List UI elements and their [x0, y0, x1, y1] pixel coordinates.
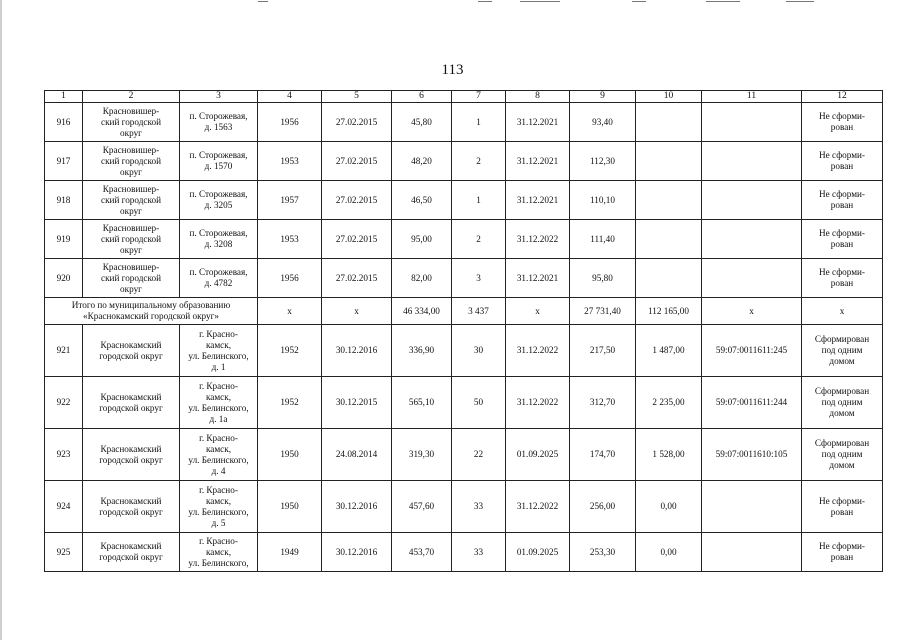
total-c6: 46 334,00	[392, 298, 452, 325]
municipality-cell	[83, 181, 180, 220]
address-cell-line: д. 3205	[204, 200, 233, 210]
total-c10: 112 165,00	[636, 298, 702, 325]
residents-cell: 50	[452, 377, 506, 429]
land-status-cell	[802, 142, 883, 181]
cadastral-number-cell	[702, 259, 802, 298]
land-status-cell	[802, 481, 883, 533]
address-cell-line: ул. Белинского,	[188, 454, 249, 465]
area2-cell: 217,50	[570, 325, 636, 377]
table-row	[45, 429, 883, 481]
municipality-cell	[83, 103, 180, 142]
address-cell	[180, 377, 258, 429]
land-area-cell: 0,00	[636, 533, 702, 572]
cadastral-number-cell	[702, 142, 802, 181]
address-cell	[180, 181, 258, 220]
date-cell: 30.12.2015	[322, 377, 392, 429]
year-cell: 1952	[258, 377, 322, 429]
residents-cell: 2	[452, 142, 506, 181]
deadline-cell: 01.09.2025	[506, 429, 570, 481]
column-header-8: 8	[506, 91, 570, 103]
column-header-5: 5	[322, 91, 392, 103]
municipality-cell	[83, 325, 180, 377]
cadastral-number-cell: 59:07:0011610:105	[702, 429, 802, 481]
land-status-cell-line: под одним	[821, 449, 863, 459]
table-row	[45, 142, 883, 181]
housing-registry-table	[44, 90, 883, 572]
land-status-cell	[802, 181, 883, 220]
municipality-cell-line: Красновишер-	[102, 105, 160, 116]
area2-cell: 110,10	[570, 181, 636, 220]
municipality-cell-line: ский городской	[101, 155, 161, 166]
municipality-cell-line: округ	[120, 283, 142, 294]
cadastral-number-cell: 59:07:0011611:245	[702, 325, 802, 377]
deadline-cell: 31.12.2022	[506, 377, 570, 429]
municipality-cell-line: Красновишер-	[102, 183, 160, 194]
land-status-cell	[802, 259, 883, 298]
land-status-cell-line: Сформирован	[814, 334, 870, 344]
address-cell	[180, 103, 258, 142]
column-header-6: 6	[392, 91, 452, 103]
column-header-3: 3	[180, 91, 258, 103]
area-cell: 82,00	[392, 259, 452, 298]
total-c9: 27 731,40	[570, 298, 636, 325]
address-cell-line: п. Сторожевая,	[189, 150, 248, 160]
municipality-cell-line: городской округ	[99, 350, 163, 361]
address-cell-line: д. 1а	[209, 413, 228, 424]
table-row	[45, 103, 883, 142]
residents-cell: 3	[452, 259, 506, 298]
cadastral-number-cell	[702, 103, 802, 142]
address-cell-line: г. Красно-	[199, 380, 238, 391]
municipality-cell	[83, 533, 180, 572]
residents-cell: 33	[452, 533, 506, 572]
deadline-cell: 31.12.2022	[506, 481, 570, 533]
address-cell-line: камск,	[205, 546, 232, 557]
date-cell: 27.02.2015	[322, 142, 392, 181]
land-area-cell	[636, 259, 702, 298]
year-cell: 1949	[258, 533, 322, 572]
deadline-cell: 31.12.2021	[506, 103, 570, 142]
total-c4: х	[258, 298, 322, 325]
area2-cell: 174,70	[570, 429, 636, 481]
total-row	[45, 298, 883, 325]
date-cell: 27.02.2015	[322, 220, 392, 259]
table-row	[45, 481, 883, 533]
area2-cell: 111,40	[570, 220, 636, 259]
municipality-cell	[83, 429, 180, 481]
total-c8: х	[506, 298, 570, 325]
date-cell: 27.02.2015	[322, 259, 392, 298]
row-number: 918	[45, 181, 83, 220]
municipality-cell-line: округ	[120, 127, 142, 138]
area-cell: 95,00	[392, 220, 452, 259]
year-cell: 1952	[258, 325, 322, 377]
land-status-cell-line: домом	[829, 356, 855, 366]
land-status-cell	[802, 220, 883, 259]
area2-cell: 95,80	[570, 259, 636, 298]
residents-cell: 1	[452, 103, 506, 142]
row-number: 916	[45, 103, 83, 142]
address-cell	[180, 220, 258, 259]
municipality-cell-line: ский городской	[101, 272, 161, 283]
land-status-cell	[802, 429, 883, 481]
table-row	[45, 181, 883, 220]
deadline-cell: 31.12.2021	[506, 142, 570, 181]
land-status-cell	[802, 533, 883, 572]
total-label-line: Итого по муниципальному образованию	[71, 300, 231, 310]
year-cell: 1956	[258, 259, 322, 298]
land-status-cell-line: рован	[830, 506, 854, 517]
municipality-cell-line: Красновишер-	[102, 144, 160, 155]
municipality-cell-line: городской округ	[99, 402, 163, 413]
address-cell-line: д. 3208	[204, 239, 233, 249]
land-status-cell-line: Не сформи-	[819, 111, 865, 121]
deadline-cell: 31.12.2021	[506, 181, 570, 220]
address-cell	[180, 481, 258, 533]
address-cell	[180, 533, 258, 572]
total-c11: х	[702, 298, 802, 325]
table-row	[45, 259, 883, 298]
municipality-cell-line: городской округ	[99, 552, 163, 562]
area-cell: 457,60	[392, 481, 452, 533]
address-cell-line: ул. Белинского,	[188, 402, 249, 413]
address-cell-line: д. 1	[211, 361, 226, 372]
land-area-cell	[636, 142, 702, 181]
date-cell: 30.12.2016	[322, 533, 392, 572]
table-body	[45, 91, 883, 572]
address-cell-line: ул. Белинского,	[188, 350, 249, 361]
land-status-cell-line: рован	[830, 200, 854, 210]
residents-cell: 2	[452, 220, 506, 259]
address-cell-line: п. Сторожевая,	[189, 189, 248, 199]
column-header-7: 7	[452, 91, 506, 103]
land-status-cell-line: Не сформи-	[819, 189, 865, 199]
area2-cell: 253,30	[570, 533, 636, 572]
year-cell: 1950	[258, 481, 322, 533]
municipality-cell	[83, 220, 180, 259]
deadline-cell: 01.09.2025	[506, 533, 570, 572]
total-c5: х	[322, 298, 392, 325]
address-cell	[180, 142, 258, 181]
land-status-cell-line: Сформирован	[814, 386, 870, 396]
cadastral-number-cell: 59:07:0011611:244	[702, 377, 802, 429]
table-row	[45, 220, 883, 259]
address-cell-line: д. 1570	[204, 161, 233, 171]
land-area-cell	[636, 103, 702, 142]
residents-cell: 30	[452, 325, 506, 377]
area-cell: 46,50	[392, 181, 452, 220]
municipality-cell-line: Красновишер-	[102, 261, 160, 272]
municipality-cell-line: Краснокамский	[100, 541, 162, 551]
cadastral-number-cell	[702, 481, 802, 533]
municipality-cell-line: ский городской	[101, 194, 161, 205]
municipality-cell	[83, 377, 180, 429]
table-row	[45, 377, 883, 429]
column-header-9: 9	[570, 91, 636, 103]
date-cell: 24.08.2014	[322, 429, 392, 481]
land-status-cell-line: Сформирован	[814, 438, 870, 448]
residents-cell: 1	[452, 181, 506, 220]
column-header-2: 2	[83, 91, 180, 103]
municipality-cell-line: городской округ	[99, 506, 163, 517]
land-status-cell-line: домом	[829, 408, 855, 418]
column-header-11: 11	[702, 91, 802, 103]
row-number: 921	[45, 325, 83, 377]
row-number: 925	[45, 533, 83, 572]
municipality-cell-line: ский городской	[101, 116, 161, 127]
year-cell: 1950	[258, 429, 322, 481]
area2-cell: 312,70	[570, 377, 636, 429]
cadastral-number-cell	[702, 181, 802, 220]
address-cell-line: д. 4782	[204, 278, 233, 288]
municipality-cell-line: городской округ	[99, 454, 163, 465]
total-c7: 3 437	[452, 298, 506, 325]
municipality-cell	[83, 259, 180, 298]
row-number: 923	[45, 429, 83, 481]
land-area-cell: 1 487,00	[636, 325, 702, 377]
row-number: 924	[45, 481, 83, 533]
address-cell-line: камск,	[205, 495, 232, 506]
scan-top-marks	[0, 0, 905, 6]
row-number: 919	[45, 220, 83, 259]
land-status-cell-line: домом	[829, 460, 855, 470]
land-status-cell-line: рован	[830, 239, 854, 249]
land-area-cell: 2 235,00	[636, 377, 702, 429]
municipality-cell-line: Краснокамский	[100, 495, 162, 506]
land-status-cell-line: рован	[830, 161, 854, 171]
address-cell	[180, 325, 258, 377]
municipality-cell	[83, 481, 180, 533]
land-area-cell	[636, 181, 702, 220]
table-row	[45, 325, 883, 377]
year-cell: 1953	[258, 142, 322, 181]
land-area-cell: 1 528,00	[636, 429, 702, 481]
area-cell: 453,70	[392, 533, 452, 572]
date-cell: 30.12.2016	[322, 481, 392, 533]
land-status-cell-line: Не сформи-	[819, 228, 865, 238]
total-c12: х	[802, 298, 883, 325]
total-label-line: «Краснокамский городской округ»	[83, 311, 219, 321]
land-status-cell-line: под одним	[821, 397, 863, 407]
address-cell-line: п. Сторожевая,	[189, 228, 248, 238]
address-cell-line: п. Сторожевая,	[189, 111, 248, 121]
date-cell: 27.02.2015	[322, 181, 392, 220]
cadastral-number-cell	[702, 220, 802, 259]
residents-cell: 22	[452, 429, 506, 481]
total-label	[45, 298, 258, 325]
column-header-12: 12	[802, 91, 883, 103]
address-cell-line: п. Сторожевая,	[189, 267, 248, 277]
area2-cell: 112,30	[570, 142, 636, 181]
land-status-cell	[802, 377, 883, 429]
area-cell: 336,90	[392, 325, 452, 377]
municipality-cell-line: Краснокамский	[100, 391, 162, 402]
municipality-cell-line: Краснокамский	[100, 339, 162, 350]
land-status-cell-line: под одним	[821, 345, 863, 355]
address-cell-line: д. 1563	[204, 122, 233, 132]
address-cell-line: камск,	[205, 339, 232, 350]
land-status-cell	[802, 325, 883, 377]
address-cell-line: г. Красно-	[199, 328, 238, 339]
row-number: 922	[45, 377, 83, 429]
address-cell	[180, 429, 258, 481]
land-status-cell-line: Не сформи-	[819, 541, 865, 551]
land-area-cell	[636, 220, 702, 259]
header-row	[45, 91, 883, 103]
address-cell-line: камск,	[205, 443, 232, 454]
address-cell	[180, 259, 258, 298]
area-cell: 48,20	[392, 142, 452, 181]
address-cell-line: ул. Белинского,	[188, 506, 249, 517]
column-header-10: 10	[636, 91, 702, 103]
address-cell-line: д. 5	[211, 517, 226, 528]
municipality-cell-line: ский городской	[101, 233, 161, 244]
municipality-cell-line: округ	[120, 166, 142, 177]
land-status-cell-line: Не сформи-	[819, 267, 865, 277]
date-cell: 27.02.2015	[322, 103, 392, 142]
address-cell-line: г. Красно-	[199, 484, 238, 495]
address-cell-line: г. Красно-	[199, 432, 238, 443]
area2-cell: 256,00	[570, 481, 636, 533]
page-number: 113	[441, 62, 464, 78]
municipality-cell-line: округ	[120, 205, 142, 216]
year-cell: 1953	[258, 220, 322, 259]
municipality-cell-line: округ	[120, 244, 142, 255]
address-cell-line: г. Красно-	[199, 535, 238, 546]
address-cell-line: камск,	[205, 391, 232, 402]
area-cell: 319,30	[392, 429, 452, 481]
column-header-1: 1	[45, 91, 83, 103]
column-header-4: 4	[258, 91, 322, 103]
date-cell: 30.12.2016	[322, 325, 392, 377]
row-number: 920	[45, 259, 83, 298]
municipality-cell-line: Краснокамский	[100, 443, 162, 454]
year-cell: 1956	[258, 103, 322, 142]
table-row	[45, 533, 883, 572]
cadastral-number-cell	[702, 533, 802, 572]
municipality-cell	[83, 142, 180, 181]
area-cell: 45,80	[392, 103, 452, 142]
area2-cell: 93,40	[570, 103, 636, 142]
land-status-cell-line: Не сформи-	[819, 495, 865, 506]
land-status-cell	[802, 103, 883, 142]
row-number: 917	[45, 142, 83, 181]
residents-cell: 33	[452, 481, 506, 533]
land-status-cell-line: рован	[830, 278, 854, 288]
deadline-cell: 31.12.2021	[506, 259, 570, 298]
area-cell: 565,10	[392, 377, 452, 429]
deadline-cell: 31.12.2022	[506, 325, 570, 377]
scan-left-edge	[0, 0, 2, 640]
land-status-cell-line: рован	[830, 552, 854, 562]
municipality-cell-line: Красновишер-	[102, 222, 160, 233]
year-cell: 1957	[258, 181, 322, 220]
land-area-cell: 0,00	[636, 481, 702, 533]
deadline-cell: 31.12.2022	[506, 220, 570, 259]
land-status-cell-line: Не сформи-	[819, 150, 865, 160]
address-cell-line: д. 4	[211, 465, 226, 476]
address-cell-line: ул. Белинского,	[188, 557, 249, 568]
land-status-cell-line: рован	[830, 122, 854, 132]
